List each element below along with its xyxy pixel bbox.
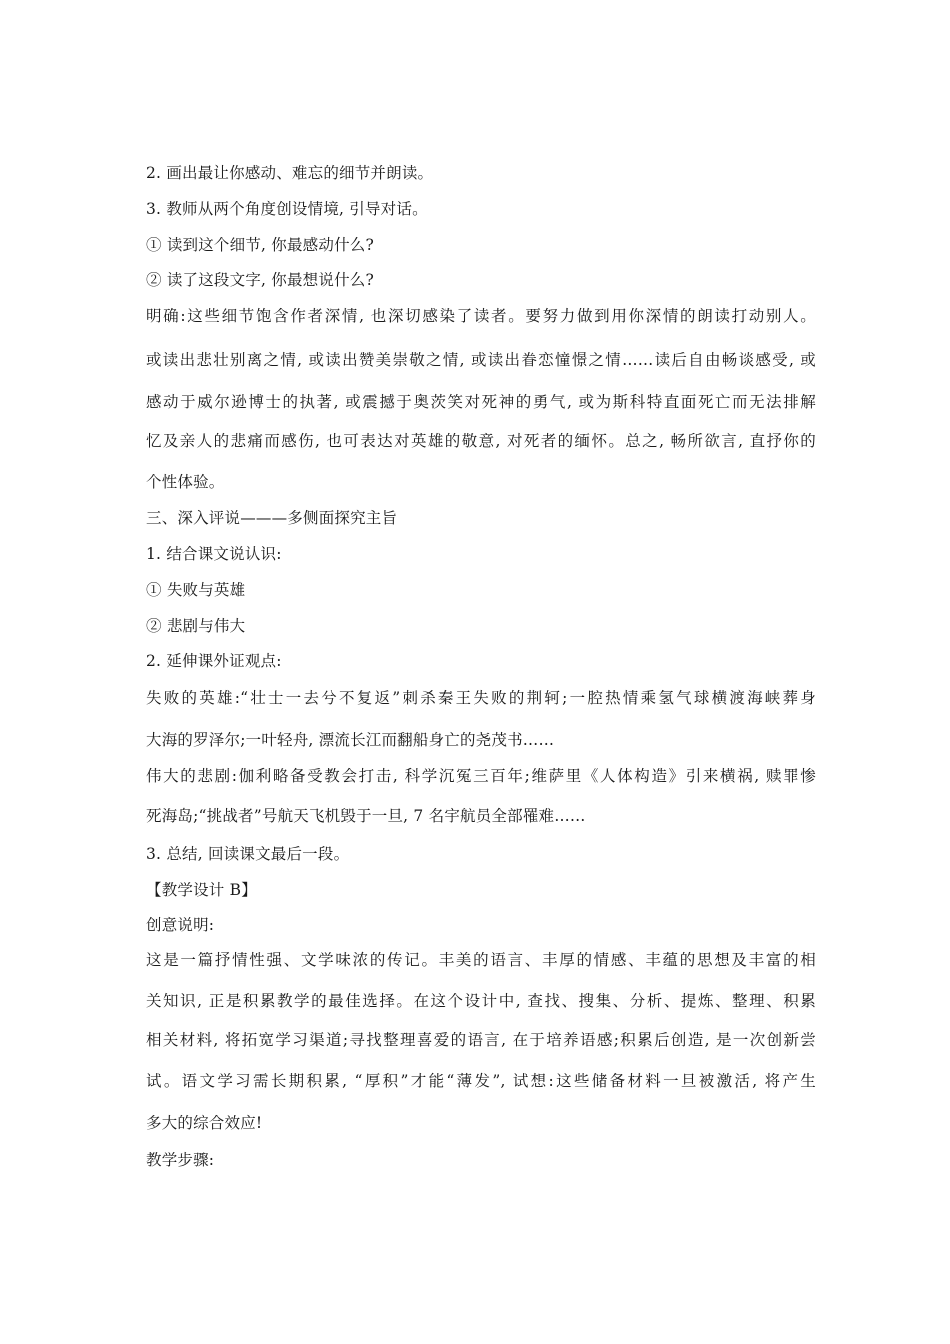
text-line: 或读出悲壮别离之情, 或读出赞美崇敬之情, 或读出眷恋憧憬之情……读后自由畅谈感受, 或	[146, 351, 816, 369]
section-heading: 【教学设计 B】	[146, 881, 257, 899]
text-line: 感动于威尔逊博士的执著, 或震撼于奥茨笑对死神的勇气, 或为斯科特直面死亡而无法排解	[146, 393, 816, 411]
text-line: ① 失败与英雄	[146, 581, 246, 599]
text-line: ① 读到这个细节, 你最感动什么?	[146, 236, 374, 254]
text-line: ② 读了这段文字, 你最想说什么?	[146, 271, 374, 289]
text-line: 创意说明:	[146, 916, 215, 934]
text-line: 相关材料, 将拓宽学习渠道;寻找整理喜爱的语言, 在于培养语感;积累后创造, 是一次创新尝	[146, 1031, 816, 1049]
section-heading: 三、深入评说———多侧面探究主旨	[146, 509, 398, 527]
text-line: 教学步骤:	[146, 1151, 215, 1169]
text-line: 明确:这些细节饱含作者深情, 也深切感染了读者。要努力做到用你深情的朗读打动别人。	[146, 307, 816, 325]
text-line: 3. 教师从两个角度创设情境, 引导对话。	[146, 200, 428, 218]
text-line: 关知识, 正是积累教学的最佳选择。在这个设计中, 查找、搜集、分析、提炼、整理、积累	[146, 992, 816, 1010]
text-line: 忆及亲人的悲痛而感伤, 也可表达对英雄的敬意, 对死者的缅怀。总之, 畅所欲言, 直抒你的	[146, 432, 816, 450]
text-line: 大海的罗泽尔;一叶轻舟, 漂流长江而翻船身亡的尧茂书……	[146, 731, 555, 749]
text-line: 个性体验。	[146, 473, 225, 491]
text-line: 多大的综合效应!	[146, 1114, 263, 1132]
text-line: 死海岛;“挑战者”号航天飞机毁于一旦, 7 名宇航员全部罹难……	[146, 807, 586, 825]
text-line: 3. 总结, 回读课文最后一段。	[146, 845, 350, 863]
text-line: 失败的英雄:“壮士一去兮不复返”刺杀秦王失败的荆轲;一腔热情乘氢气球横渡海峡葬身	[146, 689, 816, 707]
text-line: 1. 结合课文说认识:	[146, 545, 282, 563]
text-line: 2. 延伸课外证观点:	[146, 652, 282, 670]
text-line: 这是一篇抒情性强、文学味浓的传记。丰美的语言、丰厚的情感、丰蕴的思想及丰富的相	[146, 951, 816, 969]
text-line: 2. 画出最让你感动、难忘的细节并朗读。	[146, 164, 434, 182]
text-line: 试。语文学习需长期积累, “厚积”才能“薄发”, 试想:这些储备材料一旦被激活, 将产生	[146, 1072, 816, 1090]
text-line: ② 悲剧与伟大	[146, 617, 246, 635]
text-line: 伟大的悲剧:伽利略备受教会打击, 科学沉冤三百年;维萨里《人体构造》引来横祸, 赎罪惨	[146, 767, 816, 785]
